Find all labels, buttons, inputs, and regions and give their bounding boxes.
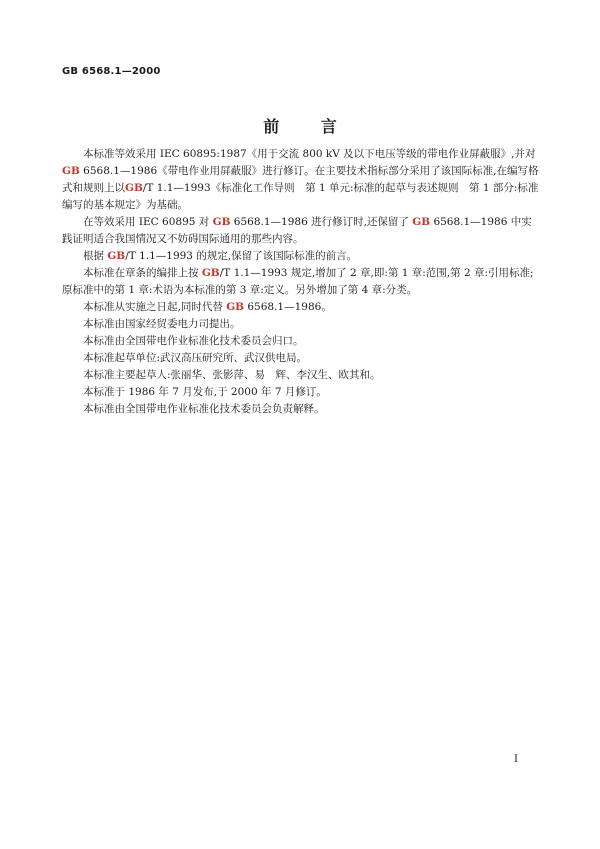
foreword-paragraph <box>62 265 540 299</box>
page-title: 前 言 <box>263 117 355 136</box>
paragraph-text: /T 1.1—1993《标准化工作导则 第 1 单元:标准的起草与表述规则 第 1 部分:标准编写的基本规定》为基础。 <box>62 182 539 211</box>
foreword-paragraph <box>62 316 540 333</box>
paragraph-text: 本标准由全国带电作业标准化技术委员会归口。 <box>83 335 304 347</box>
paragraph-text: 在等效采用 IEC 60895 对 <box>83 216 213 228</box>
standard-reference-code: GB <box>125 182 143 194</box>
paragraph-text: 本标准等效采用 IEC 60895:1987《用于交流 800 kV 及以下电压等级的带电作业屏蔽服》,并对 <box>83 148 536 160</box>
paragraph-text: 6568.1—1986 中实践证明适合我国情况又不妨碍国际通用的那些内容。 <box>62 216 532 245</box>
paragraph-text: 本标准从实施之日起,同时代替 <box>83 301 227 313</box>
standard-reference-code: GB <box>62 165 80 177</box>
foreword-paragraph <box>62 367 540 384</box>
document-code-header: GB 6568.1—2000 <box>62 66 161 77</box>
foreword-paragraph <box>62 350 540 367</box>
foreword-body <box>62 146 540 418</box>
paragraph-text: 本标准在章条的编排上按 <box>83 267 202 279</box>
paragraph-text: 根据 <box>83 250 108 262</box>
foreword-paragraph <box>62 214 540 248</box>
foreword-paragraph <box>62 333 540 350</box>
foreword-paragraph <box>62 299 540 316</box>
standard-reference-code: GB <box>226 301 245 313</box>
standard-reference-code: GB <box>412 216 431 228</box>
page-number: I <box>514 754 518 765</box>
foreword-paragraph <box>62 384 540 401</box>
foreword-paragraph <box>62 401 540 418</box>
paragraph-text: 本标准主要起草人:张丽华、张影萍、易 辉、李汉生、欧其和。 <box>83 369 381 381</box>
paragraph-text: 6568.1—1986 进行修订时,还保留了 <box>230 216 413 228</box>
paragraph-text: 6568.1—1986。 <box>244 301 332 313</box>
paragraph-text: 本标准由国家经贸委电力司提出。 <box>83 318 241 330</box>
paragraph-text: /T 1.1—1993 规定,增加了 2 章,即:第 1 章:范围,第 2 章:引用标准;原标准中的第 1 章:术语为本标准的第 3 章:定义。另外增加了第 4 章:分类。 <box>62 267 534 296</box>
paragraph-text: 6568.1—1986《带电作业用屏蔽服》进行修订。在主要技术指标部分采用了该国际标准,在编写格式和规则上以 <box>62 165 539 194</box>
paragraph-text: 本标准于 1986 年 7 月发布,于 2000 年 7 月修订。 <box>83 386 327 398</box>
paragraph-text: /T 1.1—1993 的规定,保留了该国际标准的前言。 <box>125 250 358 262</box>
foreword-paragraph <box>62 146 540 214</box>
foreword-paragraph <box>62 248 540 265</box>
standard-reference-code: GB <box>201 267 220 279</box>
paragraph-text: 本标准由全国带电作业标准化技术委员会负责解释。 <box>83 403 325 415</box>
paragraph-text: 本标准起草单位:武汉高压研究所、武汉供电局。 <box>83 352 308 364</box>
standard-reference-code: GB <box>107 250 126 262</box>
standard-reference-code: GB <box>212 216 231 228</box>
